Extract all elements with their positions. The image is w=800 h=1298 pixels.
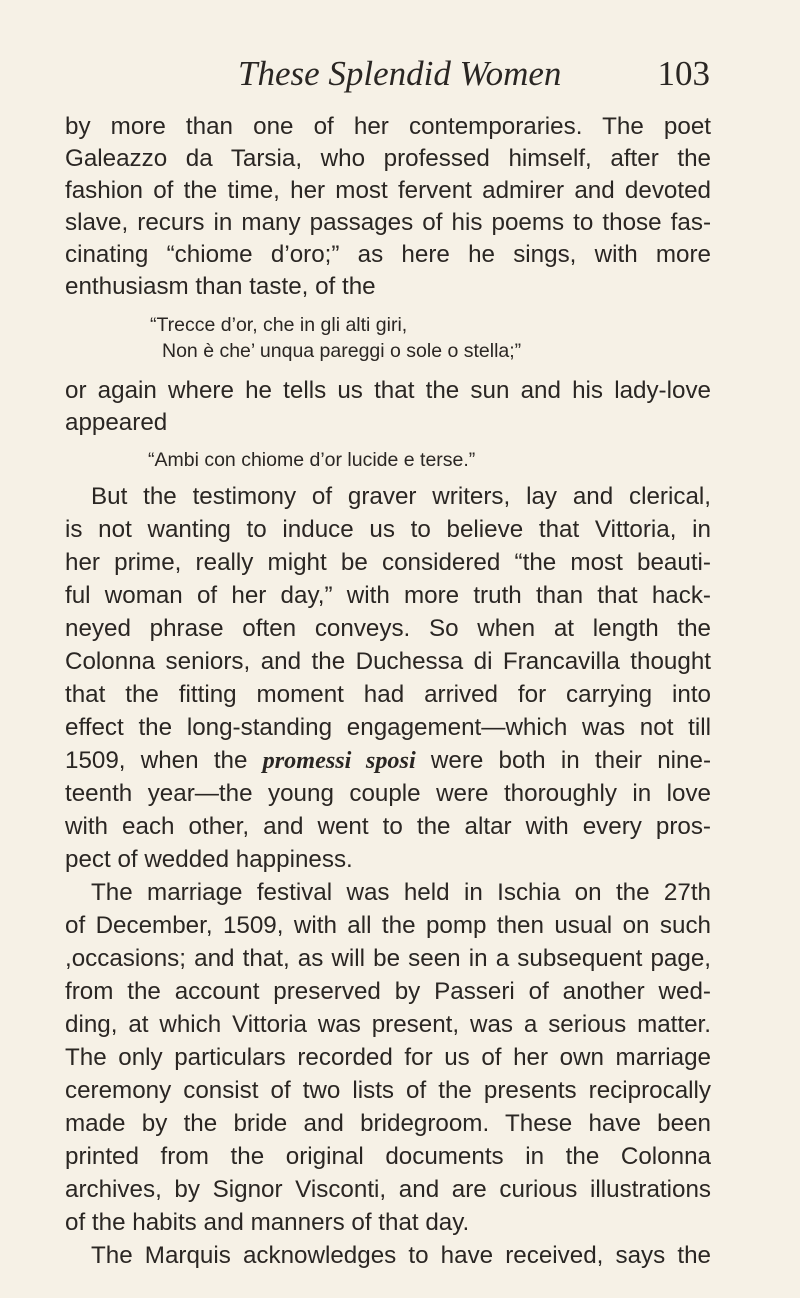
- text-line: [65, 744, 711, 778]
- text-line: The marriage festival was held in Ischia on the 27th: [91, 879, 711, 906]
- text-line: But the testimony of graver writers, lay and clerical,: [91, 483, 711, 510]
- text-line: effect the long-standing engagement—which was not till: [65, 714, 711, 741]
- verse-line: “Trecce d’or, che in gli alti giri,: [150, 314, 408, 336]
- text-line: or again where he tells us that the sun and his lady-love: [65, 377, 711, 404]
- text-line: archives, by Signor Visconti, and are curious illustrations: [65, 1176, 711, 1203]
- text-line: ful woman of her day,” with more truth than that hack-: [65, 582, 711, 609]
- italic-phrase: promessi sposi: [262, 747, 416, 774]
- verse-line: Non è che’ unqua pareggi o sole o stella;”: [162, 340, 522, 362]
- text-line: ceremony consist of two lists of the presents reciprocally: [65, 1077, 711, 1104]
- text-line: The only particulars recorded for us of her own marriage: [65, 1044, 711, 1071]
- text-line: cinating “chiome d’oro;” as here he sings, with more: [65, 241, 711, 268]
- text-line: neyed phrase often conveys. So when at length the: [65, 615, 711, 642]
- text-line: Colonna seniors, and the Duchessa di Francavilla thought: [65, 648, 711, 675]
- text-line: fashion of the time, her most fervent admirer and devoted: [65, 177, 711, 204]
- text-line: of the habits and manners of that day.: [65, 1209, 470, 1236]
- text-line: from the account preserved by Passeri of another wed-: [65, 978, 711, 1005]
- text-line: printed from the original documents in the Colonna: [65, 1143, 711, 1170]
- verse-line: “Ambi con chiome d’or lucide e terse.”: [148, 449, 476, 471]
- text-line: appeared: [65, 409, 168, 436]
- text-line: enthusiasm than taste, of the: [65, 273, 376, 300]
- text-run: were both in their nine-: [415, 747, 711, 774]
- text-line: that the fitting moment had arrived for carrying into: [65, 681, 711, 708]
- text-run: 1509, when the: [65, 747, 263, 774]
- text-line: by more than one of her contemporaries. The poet: [65, 113, 711, 140]
- text-line: with each other, and went to the altar with every pros-: [65, 813, 711, 840]
- text-line: pect of wedded happiness.: [65, 846, 353, 873]
- text-line: ,occasions; and that, as will be seen in a subsequent page,: [65, 945, 711, 972]
- text-line: Galeazzo da Tarsia, who professed himself, after the: [65, 145, 711, 172]
- page-number: 103: [657, 54, 710, 93]
- text-line: teenth year—the young couple were thoroughly in love: [65, 780, 711, 807]
- text-line: ding, at which Vittoria was present, was a serious matter.: [65, 1011, 711, 1038]
- text-line: of December, 1509, with all the pomp then usual on such: [65, 912, 711, 939]
- text-line: is not wanting to induce us to believe that Vittoria, in: [65, 516, 711, 543]
- running-title: These Splendid Women: [238, 54, 562, 93]
- text-line: made by the bride and bridegroom. These have been: [65, 1110, 711, 1137]
- text-line: The Marquis acknowledges to have received, says the: [91, 1242, 711, 1269]
- text-line: her prime, really might be considered “the most beauti-: [65, 549, 711, 576]
- text-line: slave, recurs in many passages of his poems to those fas-: [65, 209, 711, 236]
